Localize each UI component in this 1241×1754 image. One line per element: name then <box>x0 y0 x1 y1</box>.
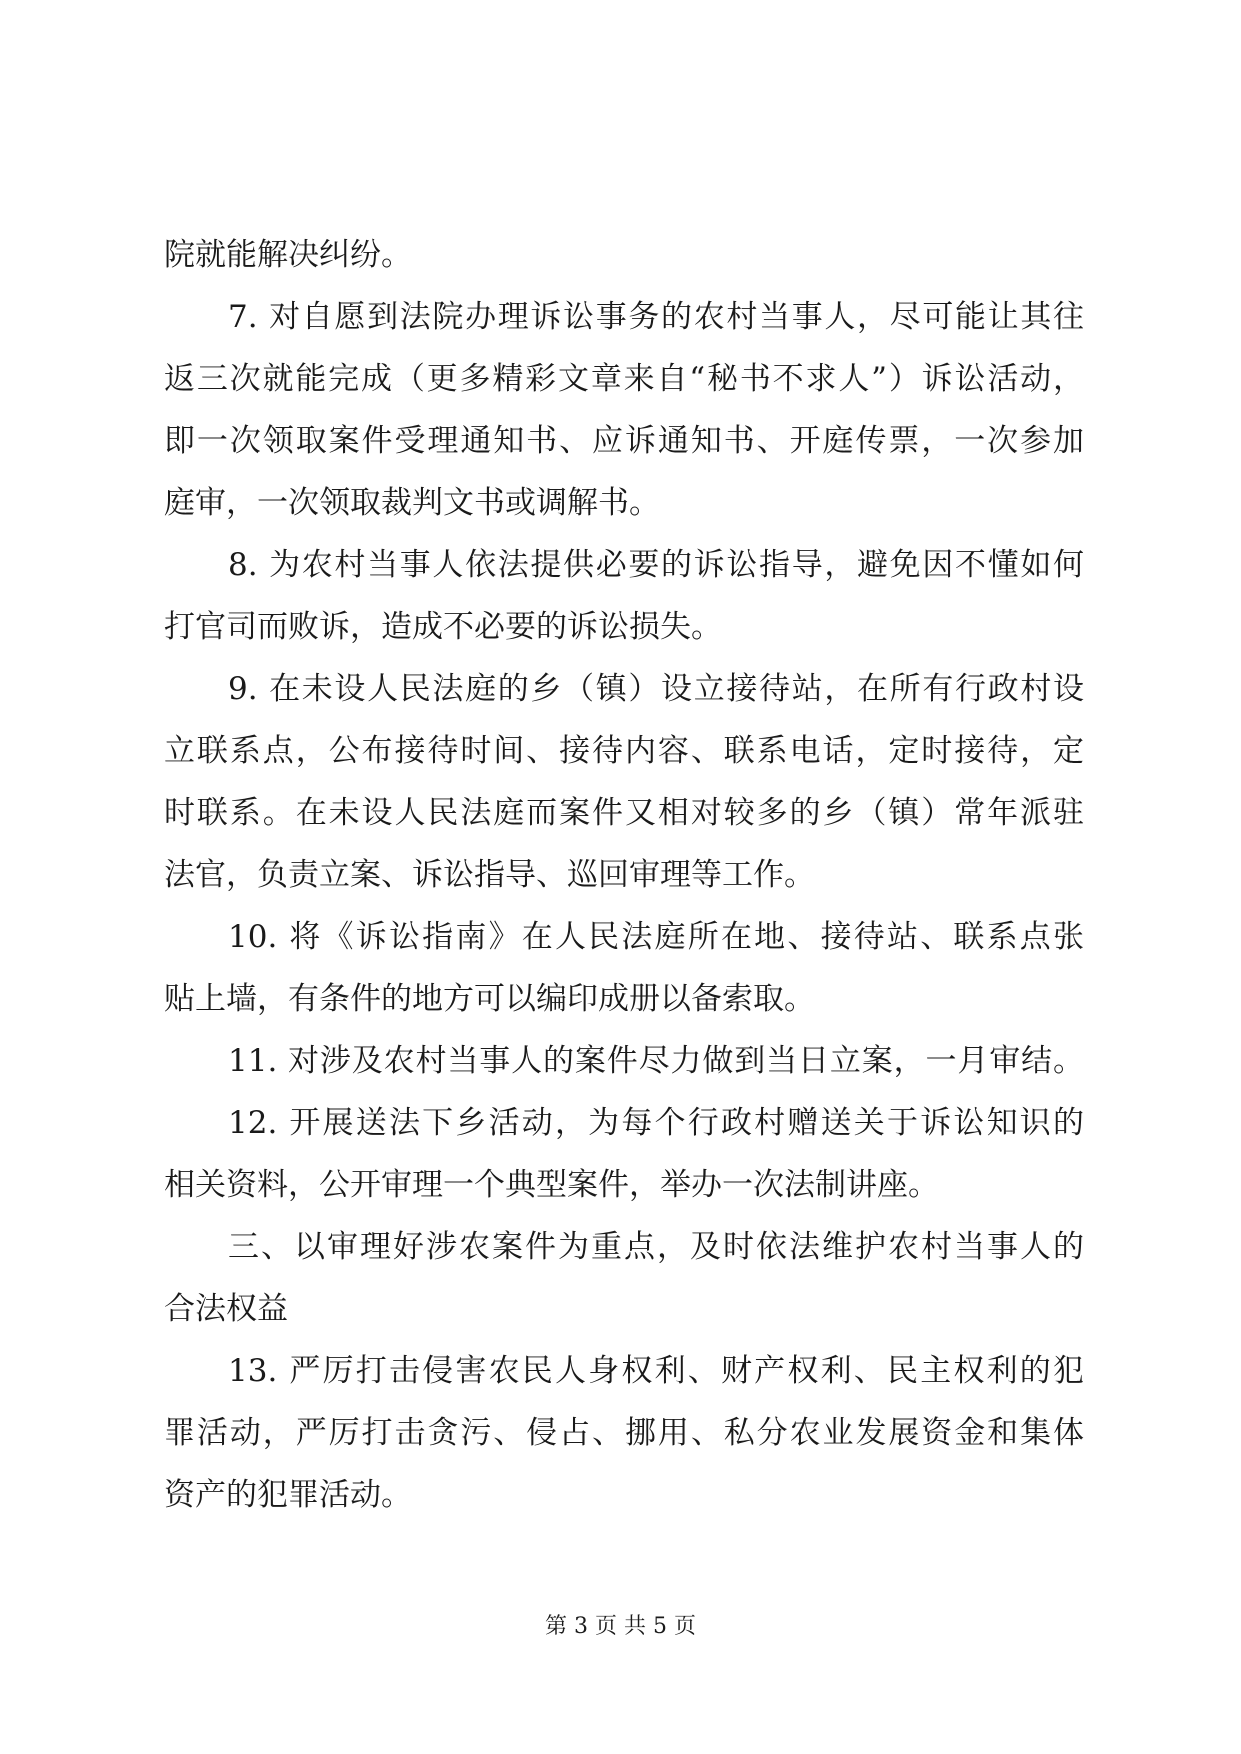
text-line: 罪活动，严厉打击贪污、侵占、挪用、私分农业发展资金和集体 <box>164 1415 1084 1451</box>
text-line: 立联系点，公布接待时间、接待内容、联系电话，定时接待，定 <box>164 733 1084 769</box>
text-line: 打官司而败诉，造成不必要的诉讼损失。 <box>164 609 722 645</box>
text-line: 资产的犯罪活动。 <box>164 1477 412 1513</box>
text-line: 法官，负责立案、诉讼指导、巡回审理等工作。 <box>164 857 815 893</box>
text-line: 时联系。在未设人民法庭而案件又相对较多的乡（镇）常年派驻 <box>164 795 1084 831</box>
text-line: 院就能解决纠纷。 <box>164 237 412 273</box>
section-heading: 合法权益 <box>164 1291 288 1327</box>
text-line: 8. 为农村当事人依法提供必要的诉讼指导，避免因不懂如何 <box>228 547 1084 583</box>
text-line: 贴上墙，有条件的地方可以编印成册以备索取。 <box>164 981 815 1017</box>
text-line: 10. 将《诉讼指南》在人民法庭所在地、接待站、联系点张 <box>228 919 1084 955</box>
text-line: 即一次领取案件受理通知书、应诉通知书、开庭传票，一次参加 <box>164 423 1084 459</box>
text-line: 返三次就能完成（更多精彩文章来自“秘书不求人”）诉讼活动， <box>164 361 1084 397</box>
text-line: 庭审，一次领取裁判文书或调解书。 <box>164 485 660 521</box>
text-line: 相关资料，公开审理一个典型案件，举办一次法制讲座。 <box>164 1167 939 1203</box>
section-heading: 三、以审理好涉农案件为重点，及时依法维护农村当事人的 <box>228 1229 1084 1265</box>
text-line: 7. 对自愿到法院办理诉讼事务的农村当事人，尽可能让其往 <box>228 299 1084 335</box>
text-line: 11. 对涉及农村当事人的案件尽力做到当日立案，一月审结。 <box>228 1043 1084 1079</box>
text-line: 12. 开展送法下乡活动，为每个行政村赠送关于诉讼知识的 <box>228 1105 1084 1141</box>
text-line: 9. 在未设人民法庭的乡（镇）设立接待站，在所有行政村设 <box>228 671 1084 707</box>
page-number-footer: 第 3 页 共 5 页 <box>545 1614 696 1639</box>
text-line: 13. 严厉打击侵害农民人身权利、财产权利、民主权利的犯 <box>228 1353 1084 1389</box>
